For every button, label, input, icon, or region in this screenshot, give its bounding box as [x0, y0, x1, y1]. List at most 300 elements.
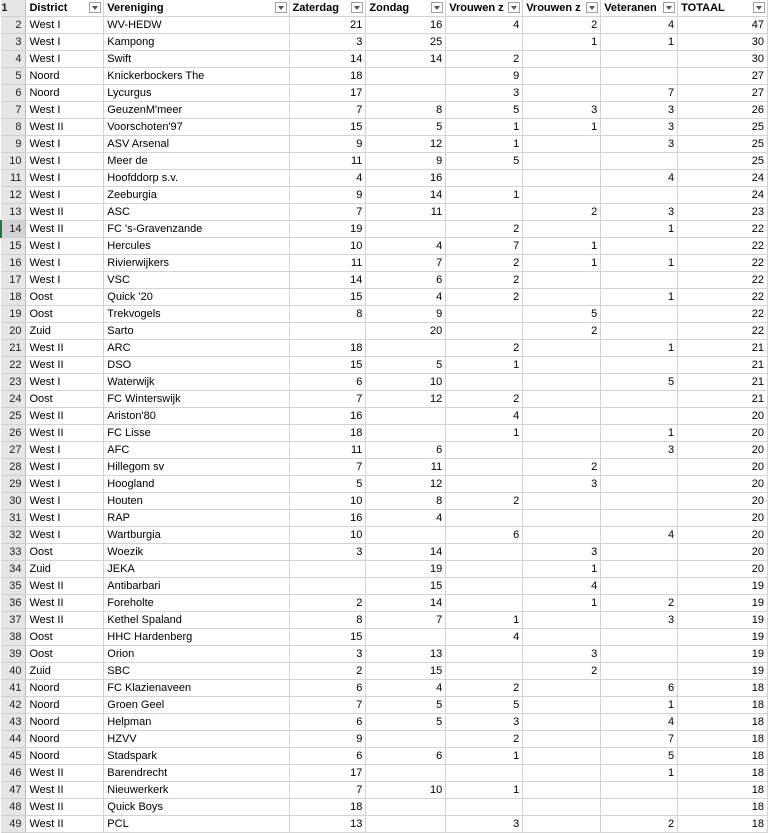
veteranen-cell[interactable] — [601, 561, 678, 578]
totaal-cell[interactable]: 18 — [678, 765, 768, 782]
zaterdag-cell[interactable]: 16 — [289, 408, 366, 425]
zaterdag-cell[interactable]: 13 — [289, 816, 366, 833]
vrouwen-zaterdag-cell[interactable]: 2 — [446, 391, 523, 408]
veteranen-cell[interactable] — [601, 646, 678, 663]
district-cell[interactable]: West I — [26, 527, 104, 544]
header-veteranen[interactable] — [601, 0, 678, 17]
zaterdag-cell[interactable]: 7 — [289, 204, 366, 221]
vereniging-cell[interactable]: Woezik — [104, 544, 289, 561]
row-number[interactable]: 22 — [1, 357, 26, 374]
zaterdag-cell[interactable]: 8 — [289, 612, 366, 629]
veteranen-cell[interactable] — [601, 51, 678, 68]
district-cell[interactable]: West II — [26, 340, 104, 357]
vereniging-cell[interactable]: GeuzenM'meer — [104, 102, 289, 119]
zaterdag-cell[interactable]: 18 — [289, 68, 366, 85]
zaterdag-cell[interactable]: 10 — [289, 527, 366, 544]
vrouwen-zaterdag-cell[interactable]: 1 — [446, 748, 523, 765]
veteranen-cell[interactable]: 2 — [601, 816, 678, 833]
zondag-cell[interactable]: 5 — [366, 119, 446, 136]
district-cell[interactable]: West II — [26, 612, 104, 629]
vrouwen-zondag-cell[interactable] — [523, 221, 601, 238]
vrouwen-zondag-cell[interactable] — [523, 153, 601, 170]
district-cell[interactable]: Oost — [26, 289, 104, 306]
vereniging-cell[interactable]: JEKA — [104, 561, 289, 578]
row-number[interactable]: 2 — [1, 17, 26, 34]
district-cell[interactable]: Oost — [26, 306, 104, 323]
zaterdag-cell[interactable]: 16 — [289, 510, 366, 527]
vrouwen-zondag-cell[interactable] — [523, 680, 601, 697]
zondag-cell[interactable]: 9 — [366, 306, 446, 323]
veteranen-cell[interactable] — [601, 799, 678, 816]
district-cell[interactable]: West II — [26, 119, 104, 136]
zondag-cell[interactable]: 25 — [366, 34, 446, 51]
veteranen-cell[interactable]: 6 — [601, 680, 678, 697]
vrouwen-zaterdag-cell[interactable]: 2 — [446, 255, 523, 272]
totaal-cell[interactable]: 25 — [678, 136, 768, 153]
vereniging-cell[interactable]: SBC — [104, 663, 289, 680]
zaterdag-cell[interactable] — [289, 323, 366, 340]
vrouwen-zaterdag-cell[interactable] — [446, 799, 523, 816]
totaal-cell[interactable]: 18 — [678, 714, 768, 731]
vrouwen-zaterdag-cell[interactable]: 1 — [446, 782, 523, 799]
row-number[interactable]: 44 — [1, 731, 26, 748]
vereniging-cell[interactable]: VSC — [104, 272, 289, 289]
zondag-cell[interactable]: 15 — [366, 663, 446, 680]
vrouwen-zondag-cell[interactable]: 2 — [523, 17, 601, 34]
district-cell[interactable]: West II — [26, 204, 104, 221]
totaal-cell[interactable]: 21 — [678, 357, 768, 374]
zondag-cell[interactable]: 19 — [366, 561, 446, 578]
vrouwen-zondag-cell[interactable] — [523, 68, 601, 85]
vrouwen-zondag-cell[interactable]: 4 — [523, 578, 601, 595]
zaterdag-cell[interactable]: 7 — [289, 391, 366, 408]
district-cell[interactable]: Noord — [26, 748, 104, 765]
vereniging-cell[interactable]: Barendrecht — [104, 765, 289, 782]
veteranen-cell[interactable] — [601, 306, 678, 323]
zaterdag-cell[interactable]: 6 — [289, 680, 366, 697]
zondag-cell[interactable]: 8 — [366, 102, 446, 119]
veteranen-cell[interactable]: 3 — [601, 136, 678, 153]
vereniging-cell[interactable]: Trekvogels — [104, 306, 289, 323]
district-cell[interactable]: Zuid — [26, 561, 104, 578]
totaal-cell[interactable]: 21 — [678, 340, 768, 357]
vrouwen-zondag-cell[interactable] — [523, 510, 601, 527]
vereniging-cell[interactable]: Sarto — [104, 323, 289, 340]
filter-dropdown-icon[interactable] — [508, 2, 520, 13]
zondag-cell[interactable]: 14 — [366, 187, 446, 204]
zaterdag-cell[interactable]: 18 — [289, 340, 366, 357]
zaterdag-cell[interactable]: 6 — [289, 714, 366, 731]
vereniging-cell[interactable]: Nieuwerkerk — [104, 782, 289, 799]
vrouwen-zondag-cell[interactable]: 2 — [523, 459, 601, 476]
zaterdag-cell[interactable]: 7 — [289, 459, 366, 476]
veteranen-cell[interactable] — [601, 493, 678, 510]
zondag-cell[interactable] — [366, 731, 446, 748]
vrouwen-zondag-cell[interactable] — [523, 816, 601, 833]
district-cell[interactable]: West I — [26, 459, 104, 476]
vrouwen-zaterdag-cell[interactable]: 4 — [446, 629, 523, 646]
row-number[interactable]: 33 — [1, 544, 26, 561]
row-number[interactable]: 25 — [1, 408, 26, 425]
district-cell[interactable]: Zuid — [26, 323, 104, 340]
vrouwen-zondag-cell[interactable] — [523, 289, 601, 306]
zaterdag-cell[interactable]: 19 — [289, 221, 366, 238]
row-number[interactable]: 20 — [1, 323, 26, 340]
veteranen-cell[interactable]: 3 — [601, 442, 678, 459]
veteranen-cell[interactable] — [601, 663, 678, 680]
row-number[interactable]: 26 — [1, 425, 26, 442]
vrouwen-zondag-cell[interactable]: 3 — [523, 646, 601, 663]
zondag-cell[interactable]: 10 — [366, 374, 446, 391]
totaal-cell[interactable]: 20 — [678, 476, 768, 493]
vrouwen-zondag-cell[interactable] — [523, 782, 601, 799]
district-cell[interactable]: Noord — [26, 680, 104, 697]
vrouwen-zondag-cell[interactable] — [523, 493, 601, 510]
zaterdag-cell[interactable] — [289, 578, 366, 595]
vereniging-cell[interactable]: ARC — [104, 340, 289, 357]
totaal-cell[interactable]: 20 — [678, 408, 768, 425]
zaterdag-cell[interactable] — [289, 561, 366, 578]
zaterdag-cell[interactable]: 8 — [289, 306, 366, 323]
zaterdag-cell[interactable]: 5 — [289, 476, 366, 493]
zondag-cell[interactable]: 14 — [366, 51, 446, 68]
veteranen-cell[interactable]: 1 — [601, 221, 678, 238]
zaterdag-cell[interactable]: 11 — [289, 442, 366, 459]
vrouwen-zaterdag-cell[interactable]: 2 — [446, 680, 523, 697]
veteranen-cell[interactable]: 7 — [601, 731, 678, 748]
vereniging-cell[interactable]: Meer de — [104, 153, 289, 170]
vrouwen-zondag-cell[interactable]: 3 — [523, 476, 601, 493]
totaal-cell[interactable]: 22 — [678, 238, 768, 255]
vereniging-cell[interactable]: Hoogland — [104, 476, 289, 493]
row-number[interactable]: 41 — [1, 680, 26, 697]
row-number[interactable]: 48 — [1, 799, 26, 816]
vrouwen-zondag-cell[interactable]: 5 — [523, 306, 601, 323]
zaterdag-cell[interactable]: 7 — [289, 782, 366, 799]
district-cell[interactable]: West II — [26, 221, 104, 238]
totaal-cell[interactable]: 24 — [678, 187, 768, 204]
row-number[interactable]: 31 — [1, 510, 26, 527]
district-cell[interactable]: West II — [26, 782, 104, 799]
row-number[interactable]: 1 — [1, 0, 26, 17]
totaal-cell[interactable]: 20 — [678, 510, 768, 527]
vereniging-cell[interactable]: Hillegom sv — [104, 459, 289, 476]
totaal-cell[interactable]: 26 — [678, 102, 768, 119]
filter-dropdown-icon[interactable] — [351, 2, 363, 13]
row-number[interactable]: 6 — [1, 85, 26, 102]
row-number[interactable]: 49 — [1, 816, 26, 833]
row-number[interactable]: 27 — [1, 442, 26, 459]
vrouwen-zondag-cell[interactable]: 1 — [523, 595, 601, 612]
vereniging-cell[interactable]: Quick '20 — [104, 289, 289, 306]
vereniging-cell[interactable]: Voorschoten'97 — [104, 119, 289, 136]
veteranen-cell[interactable]: 1 — [601, 289, 678, 306]
vereniging-cell[interactable]: Wartburgia — [104, 527, 289, 544]
row-number[interactable]: 3 — [1, 34, 26, 51]
row-number[interactable]: 9 — [1, 136, 26, 153]
vereniging-cell[interactable]: Quick Boys — [104, 799, 289, 816]
district-cell[interactable]: West I — [26, 510, 104, 527]
district-cell[interactable]: West II — [26, 408, 104, 425]
filter-dropdown-icon[interactable] — [753, 2, 765, 13]
zondag-cell[interactable] — [366, 527, 446, 544]
vrouwen-zaterdag-cell[interactable]: 9 — [446, 68, 523, 85]
zaterdag-cell[interactable]: 15 — [289, 289, 366, 306]
zaterdag-cell[interactable]: 6 — [289, 748, 366, 765]
row-number[interactable]: 30 — [1, 493, 26, 510]
veteranen-cell[interactable] — [601, 357, 678, 374]
vereniging-cell[interactable]: Hercules — [104, 238, 289, 255]
vrouwen-zaterdag-cell[interactable] — [446, 170, 523, 187]
vereniging-cell[interactable]: Stadspark — [104, 748, 289, 765]
vrouwen-zaterdag-cell[interactable]: 1 — [446, 119, 523, 136]
zaterdag-cell[interactable]: 21 — [289, 17, 366, 34]
vrouwen-zaterdag-cell[interactable]: 5 — [446, 697, 523, 714]
row-number[interactable]: 42 — [1, 697, 26, 714]
row-number[interactable]: 47 — [1, 782, 26, 799]
district-cell[interactable]: West I — [26, 493, 104, 510]
district-cell[interactable]: West II — [26, 765, 104, 782]
zondag-cell[interactable]: 11 — [366, 459, 446, 476]
district-cell[interactable]: West II — [26, 357, 104, 374]
totaal-cell[interactable]: 20 — [678, 561, 768, 578]
veteranen-cell[interactable] — [601, 391, 678, 408]
row-number[interactable]: 37 — [1, 612, 26, 629]
row-number[interactable]: 34 — [1, 561, 26, 578]
veteranen-cell[interactable]: 5 — [601, 748, 678, 765]
vrouwen-zondag-cell[interactable] — [523, 408, 601, 425]
veteranen-cell[interactable]: 4 — [601, 17, 678, 34]
zondag-cell[interactable]: 5 — [366, 357, 446, 374]
totaal-cell[interactable]: 18 — [678, 748, 768, 765]
vereniging-cell[interactable]: Foreholte — [104, 595, 289, 612]
vereniging-cell[interactable]: FC 's-Gravenzande — [104, 221, 289, 238]
vrouwen-zondag-cell[interactable]: 1 — [523, 255, 601, 272]
veteranen-cell[interactable] — [601, 238, 678, 255]
totaal-cell[interactable]: 27 — [678, 68, 768, 85]
totaal-cell[interactable]: 20 — [678, 459, 768, 476]
vrouwen-zaterdag-cell[interactable] — [446, 544, 523, 561]
veteranen-cell[interactable]: 1 — [601, 34, 678, 51]
totaal-cell[interactable]: 20 — [678, 527, 768, 544]
vereniging-cell[interactable]: Swift — [104, 51, 289, 68]
zondag-cell[interactable]: 16 — [366, 170, 446, 187]
vrouwen-zaterdag-cell[interactable]: 1 — [446, 187, 523, 204]
veteranen-cell[interactable]: 3 — [601, 119, 678, 136]
vereniging-cell[interactable]: ASV Arsenal — [104, 136, 289, 153]
veteranen-cell[interactable] — [601, 459, 678, 476]
zondag-cell[interactable] — [366, 408, 446, 425]
zondag-cell[interactable]: 14 — [366, 595, 446, 612]
totaal-cell[interactable]: 19 — [678, 663, 768, 680]
veteranen-cell[interactable]: 3 — [601, 204, 678, 221]
veteranen-cell[interactable]: 1 — [601, 425, 678, 442]
district-cell[interactable]: West II — [26, 578, 104, 595]
vrouwen-zondag-cell[interactable] — [523, 714, 601, 731]
district-cell[interactable]: Oost — [26, 391, 104, 408]
district-cell[interactable]: West I — [26, 442, 104, 459]
row-number[interactable]: 43 — [1, 714, 26, 731]
vereniging-cell[interactable]: Kampong — [104, 34, 289, 51]
zondag-cell[interactable] — [366, 816, 446, 833]
filter-dropdown-icon[interactable] — [431, 2, 443, 13]
row-number[interactable]: 46 — [1, 765, 26, 782]
vereniging-cell[interactable]: RAP — [104, 510, 289, 527]
district-cell[interactable]: West I — [26, 374, 104, 391]
zaterdag-cell[interactable]: 18 — [289, 425, 366, 442]
totaal-cell[interactable]: 20 — [678, 544, 768, 561]
vrouwen-zaterdag-cell[interactable]: 5 — [446, 102, 523, 119]
vereniging-cell[interactable]: Kethel Spaland — [104, 612, 289, 629]
district-cell[interactable]: West I — [26, 272, 104, 289]
district-cell[interactable]: West I — [26, 51, 104, 68]
zaterdag-cell[interactable]: 3 — [289, 544, 366, 561]
vrouwen-zaterdag-cell[interactable] — [446, 595, 523, 612]
zondag-cell[interactable] — [366, 799, 446, 816]
vrouwen-zaterdag-cell[interactable] — [446, 323, 523, 340]
row-number[interactable]: 21 — [1, 340, 26, 357]
zaterdag-cell[interactable]: 3 — [289, 34, 366, 51]
totaal-cell[interactable]: 22 — [678, 221, 768, 238]
district-cell[interactable]: West I — [26, 238, 104, 255]
zaterdag-cell[interactable]: 10 — [289, 493, 366, 510]
vrouwen-zondag-cell[interactable] — [523, 51, 601, 68]
row-number[interactable]: 39 — [1, 646, 26, 663]
vereniging-cell[interactable]: Groen Geel — [104, 697, 289, 714]
vrouwen-zondag-cell[interactable] — [523, 340, 601, 357]
row-number[interactable]: 10 — [1, 153, 26, 170]
row-number[interactable]: 40 — [1, 663, 26, 680]
row-number[interactable]: 8 — [1, 119, 26, 136]
vereniging-cell[interactable]: FC Klazienaveen — [104, 680, 289, 697]
zaterdag-cell[interactable]: 6 — [289, 374, 366, 391]
totaal-cell[interactable]: 19 — [678, 578, 768, 595]
row-number[interactable]: 16 — [1, 255, 26, 272]
vrouwen-zaterdag-cell[interactable] — [446, 34, 523, 51]
row-number[interactable]: 17 — [1, 272, 26, 289]
header-zaterdag[interactable] — [289, 0, 366, 17]
vereniging-cell[interactable]: FC Lisse — [104, 425, 289, 442]
vrouwen-zaterdag-cell[interactable] — [446, 765, 523, 782]
district-cell[interactable]: West I — [26, 17, 104, 34]
totaal-cell[interactable]: 22 — [678, 255, 768, 272]
zondag-cell[interactable]: 14 — [366, 544, 446, 561]
vrouwen-zaterdag-cell[interactable]: 1 — [446, 136, 523, 153]
zondag-cell[interactable]: 12 — [366, 136, 446, 153]
veteranen-cell[interactable] — [601, 544, 678, 561]
veteranen-cell[interactable] — [601, 408, 678, 425]
zondag-cell[interactable]: 20 — [366, 323, 446, 340]
zondag-cell[interactable]: 8 — [366, 493, 446, 510]
row-number[interactable]: 13 — [1, 204, 26, 221]
header-district[interactable] — [26, 0, 104, 17]
vrouwen-zondag-cell[interactable] — [523, 442, 601, 459]
vereniging-cell[interactable]: DSO — [104, 357, 289, 374]
filter-dropdown-icon[interactable] — [586, 2, 598, 13]
zaterdag-cell[interactable]: 17 — [289, 85, 366, 102]
district-cell[interactable]: Oost — [26, 629, 104, 646]
totaal-cell[interactable]: 19 — [678, 595, 768, 612]
vrouwen-zaterdag-cell[interactable]: 1 — [446, 425, 523, 442]
filter-dropdown-icon[interactable] — [275, 2, 287, 13]
totaal-cell[interactable]: 19 — [678, 629, 768, 646]
vrouwen-zaterdag-cell[interactable]: 3 — [446, 816, 523, 833]
header-totaal[interactable] — [678, 0, 768, 17]
zondag-cell[interactable]: 7 — [366, 255, 446, 272]
row-number[interactable]: 32 — [1, 527, 26, 544]
vrouwen-zondag-cell[interactable] — [523, 136, 601, 153]
district-cell[interactable]: Noord — [26, 731, 104, 748]
vereniging-cell[interactable]: Orion — [104, 646, 289, 663]
vrouwen-zondag-cell[interactable] — [523, 425, 601, 442]
zondag-cell[interactable]: 5 — [366, 714, 446, 731]
totaal-cell[interactable]: 18 — [678, 697, 768, 714]
vrouwen-zaterdag-cell[interactable]: 6 — [446, 527, 523, 544]
vrouwen-zondag-cell[interactable] — [523, 357, 601, 374]
row-number[interactable]: 29 — [1, 476, 26, 493]
zaterdag-cell[interactable]: 3 — [289, 646, 366, 663]
district-cell[interactable]: West I — [26, 255, 104, 272]
row-number[interactable]: 36 — [1, 595, 26, 612]
row-number[interactable]: 5 — [1, 68, 26, 85]
vrouwen-zaterdag-cell[interactable] — [446, 510, 523, 527]
vereniging-cell[interactable]: Rivierwijkers — [104, 255, 289, 272]
district-cell[interactable]: Noord — [26, 697, 104, 714]
zaterdag-cell[interactable]: 7 — [289, 697, 366, 714]
zaterdag-cell[interactable]: 14 — [289, 272, 366, 289]
zondag-cell[interactable] — [366, 221, 446, 238]
vrouwen-zondag-cell[interactable]: 3 — [523, 544, 601, 561]
totaal-cell[interactable]: 20 — [678, 493, 768, 510]
totaal-cell[interactable]: 27 — [678, 85, 768, 102]
vereniging-cell[interactable]: Waterwijk — [104, 374, 289, 391]
vrouwen-zaterdag-cell[interactable]: 2 — [446, 340, 523, 357]
zondag-cell[interactable]: 5 — [366, 697, 446, 714]
header-vrouwen-zondag[interactable] — [523, 0, 601, 17]
totaal-cell[interactable]: 22 — [678, 272, 768, 289]
vrouwen-zondag-cell[interactable]: 2 — [523, 663, 601, 680]
zaterdag-cell[interactable]: 9 — [289, 136, 366, 153]
vrouwen-zondag-cell[interactable] — [523, 170, 601, 187]
row-number[interactable]: 23 — [1, 374, 26, 391]
district-cell[interactable]: West I — [26, 34, 104, 51]
vrouwen-zaterdag-cell[interactable]: 2 — [446, 493, 523, 510]
vereniging-cell[interactable]: FC Winterswijk — [104, 391, 289, 408]
vrouwen-zondag-cell[interactable] — [523, 697, 601, 714]
vrouwen-zondag-cell[interactable] — [523, 374, 601, 391]
vereniging-cell[interactable]: ASC — [104, 204, 289, 221]
zaterdag-cell[interactable]: 15 — [289, 357, 366, 374]
veteranen-cell[interactable] — [601, 153, 678, 170]
vrouwen-zaterdag-cell[interactable]: 5 — [446, 153, 523, 170]
zaterdag-cell[interactable]: 9 — [289, 187, 366, 204]
totaal-cell[interactable]: 20 — [678, 442, 768, 459]
header-zondag[interactable] — [366, 0, 446, 17]
vrouwen-zondag-cell[interactable]: 3 — [523, 102, 601, 119]
district-cell[interactable]: Oost — [26, 646, 104, 663]
totaal-cell[interactable]: 18 — [678, 799, 768, 816]
filter-dropdown-icon[interactable] — [663, 2, 675, 13]
vrouwen-zaterdag-cell[interactable]: 7 — [446, 238, 523, 255]
vrouwen-zaterdag-cell[interactable] — [446, 459, 523, 476]
row-number[interactable]: 35 — [1, 578, 26, 595]
veteranen-cell[interactable] — [601, 272, 678, 289]
row-number[interactable]: 18 — [1, 289, 26, 306]
totaal-cell[interactable]: 18 — [678, 816, 768, 833]
district-cell[interactable]: Noord — [26, 714, 104, 731]
zondag-cell[interactable]: 11 — [366, 204, 446, 221]
vereniging-cell[interactable]: Antibarbari — [104, 578, 289, 595]
